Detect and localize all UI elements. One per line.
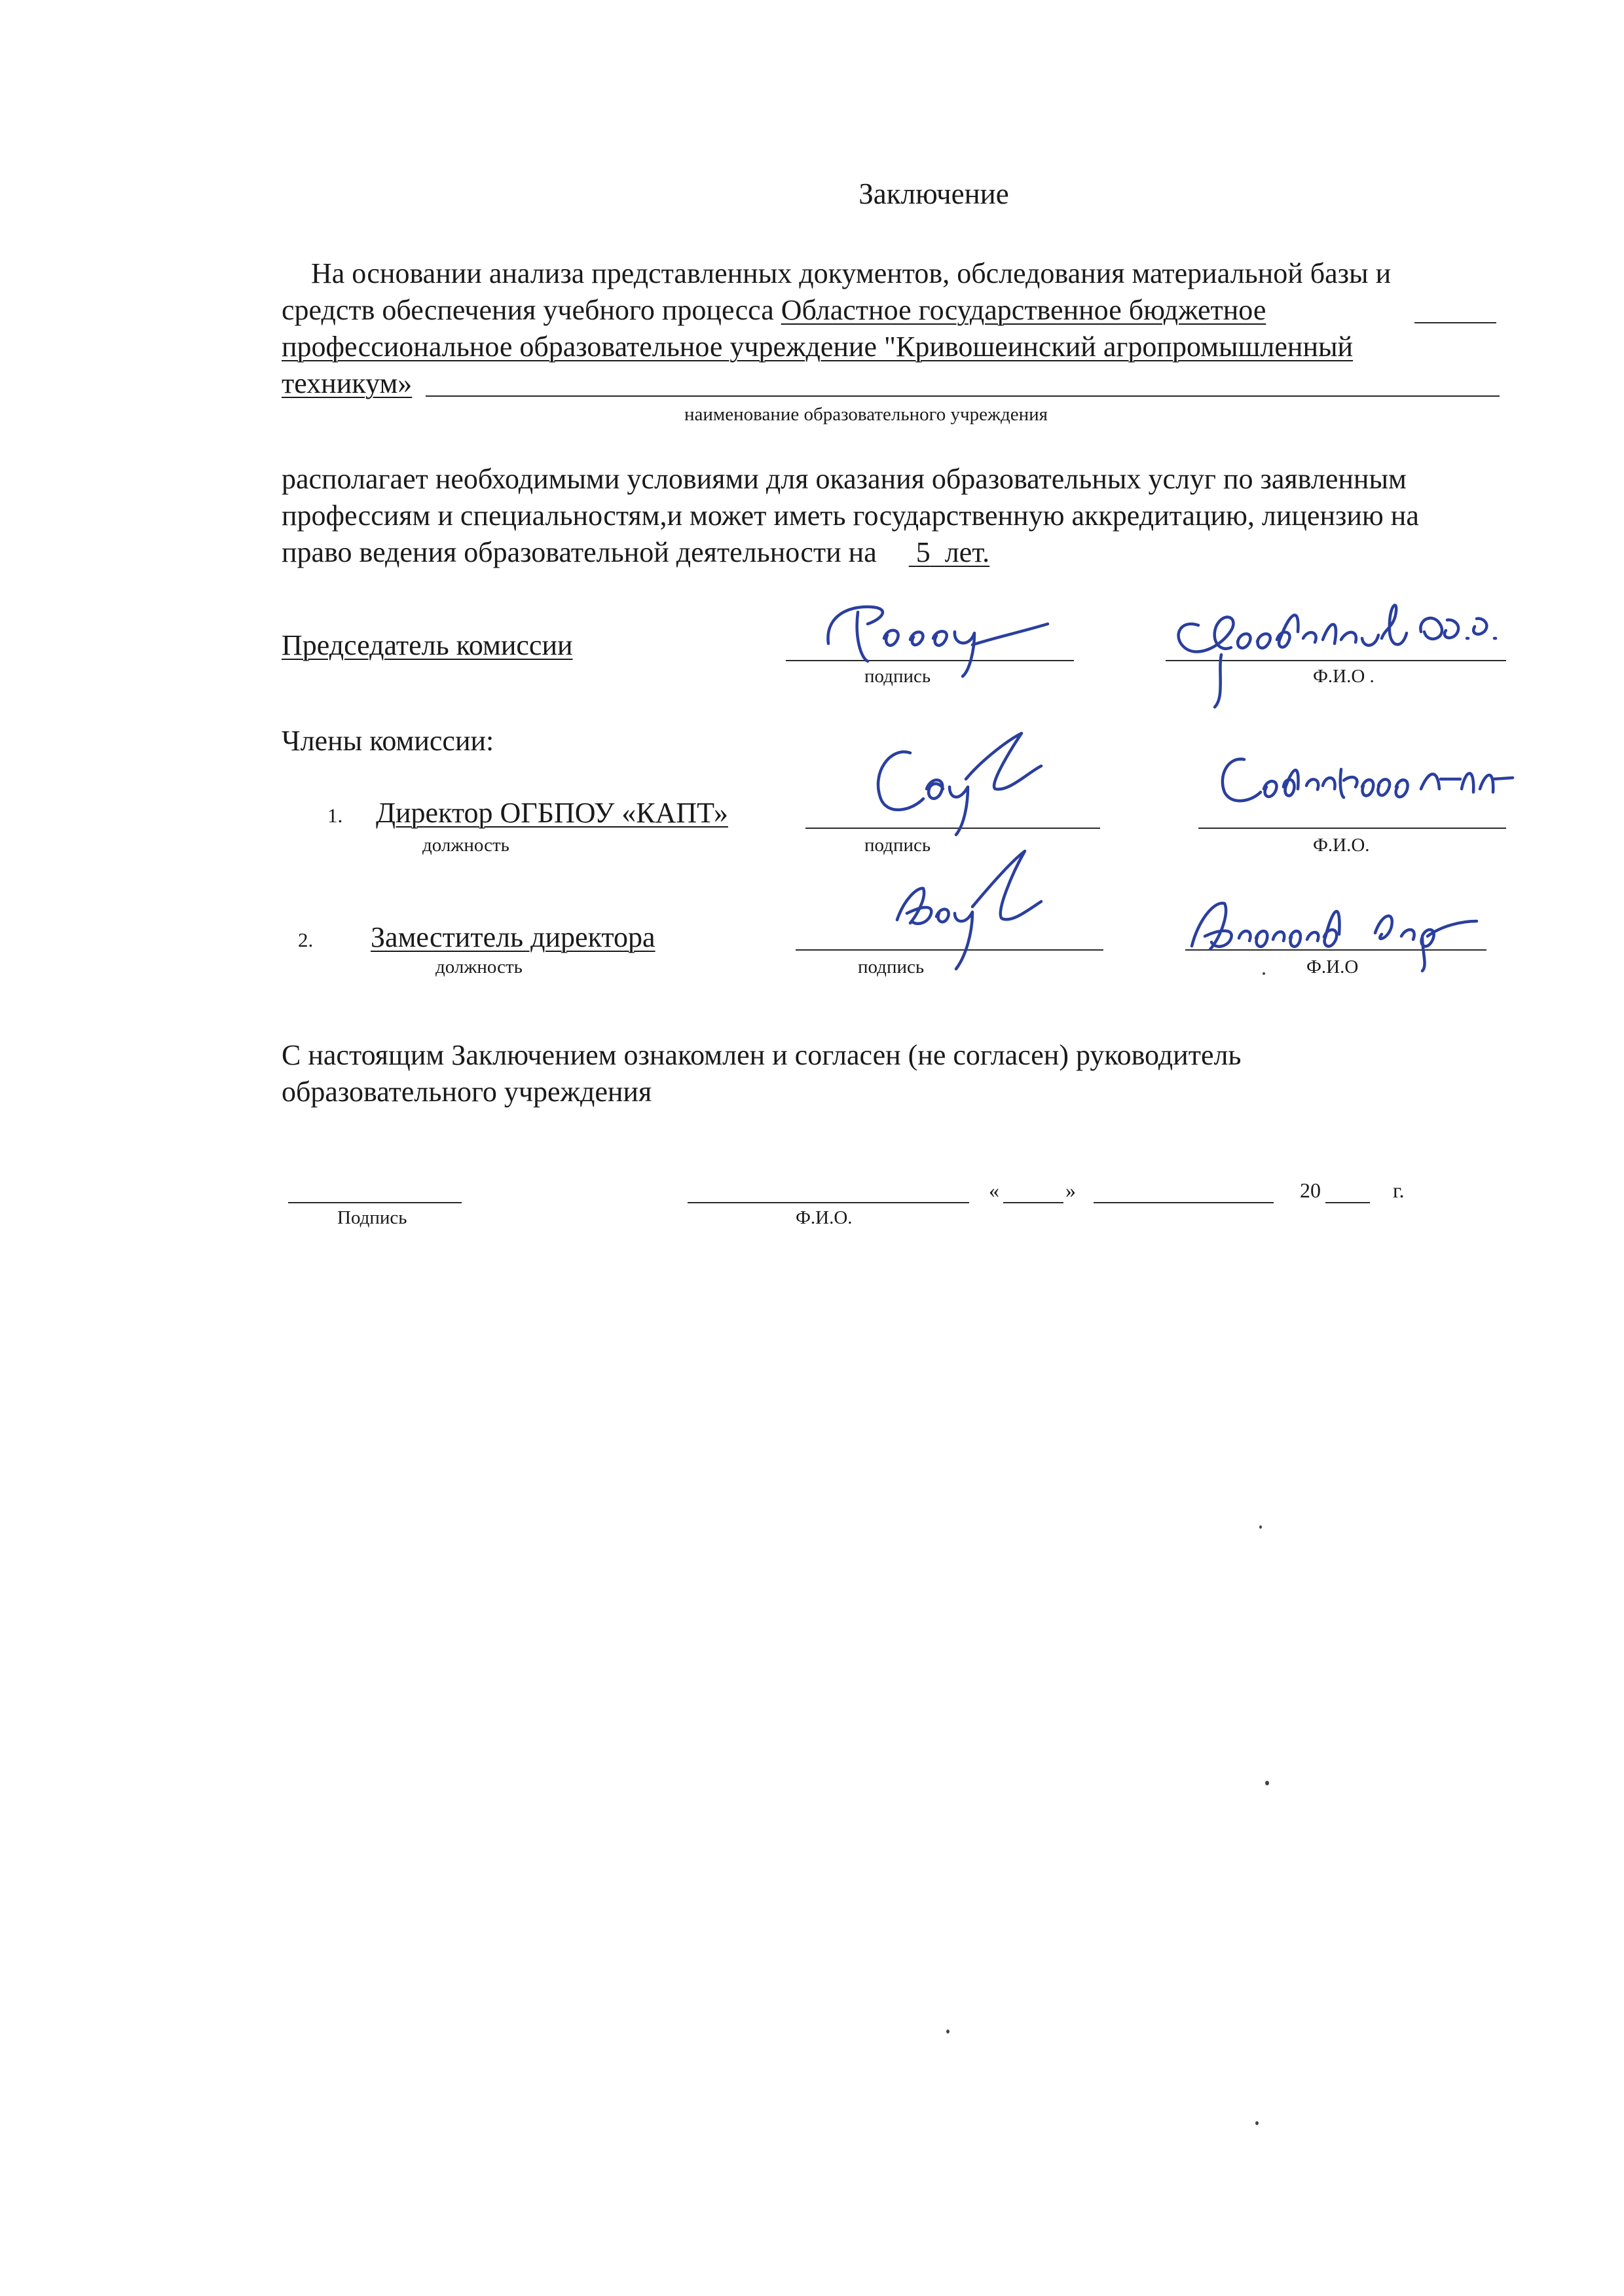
intro-line-1: На основании анализа представленных документов, обследования материальной базы и (311, 257, 1392, 289)
member-1-position-caption: должность (422, 835, 509, 856)
scan-speck (1259, 1525, 1262, 1529)
scan-speck (1255, 2121, 1259, 2125)
member-2-name-handwritten (1179, 874, 1500, 979)
accreditation-period (909, 536, 989, 568)
organization-name-line-1-tail (1414, 322, 1496, 323)
member-1-name-caption: Ф.И.О. (1313, 835, 1370, 856)
conclusion-line-3 (282, 534, 989, 571)
member-2-signature (871, 841, 1107, 992)
acknowledgement-line-2: образовательного учреждения (282, 1076, 652, 1108)
member-2-number: 2. (298, 928, 314, 951)
intro-line-2 (282, 292, 1266, 329)
chairman-label: Председатель комиссии (282, 629, 573, 661)
acknowledgement-line-1: С настоящим Заключением ознакомлен и согласен (не согласен) руководитель (282, 1039, 1242, 1071)
organization-name-part-2: профессиональное образовательное учреждение "Кривошеинский агропромышленный (282, 331, 1354, 363)
accreditation-years: 5 (915, 536, 931, 568)
chairman-signature-caption: подпись (864, 666, 931, 687)
date-day-line (1003, 1202, 1063, 1203)
member-1-signature (851, 727, 1074, 845)
chairman-name-handwritten (1159, 592, 1526, 710)
member-1-name-handwritten (1205, 740, 1519, 831)
member-1-signature-caption: подпись (864, 835, 931, 856)
scan-speck (946, 2030, 950, 2033)
date-year-line (1325, 1202, 1370, 1203)
head-name-caption: Ф.И.О. (796, 1207, 853, 1228)
chairman-signature (805, 592, 1054, 684)
date-day-open-quote: « (989, 1178, 999, 1202)
conclusion-line-1: располагает необходимыми условиями для оказания образовательных услуг по заявленным (282, 463, 1407, 495)
head-signature-line (288, 1202, 462, 1203)
organization-name-line-tail (426, 395, 1500, 397)
member-2-position-caption: должность (435, 957, 523, 977)
document-title: Заключение (858, 177, 1009, 210)
member-2-name-caption: Ф.И.О (1306, 957, 1359, 977)
conclusion-line-2: профессиям и специальностям,и может иметь государственную аккредитацию, лицензию на (282, 500, 1419, 532)
member-1-number: 1. (327, 804, 343, 827)
date-day-close-quote: » (1065, 1178, 1076, 1202)
members-title: Члены комиссии: (282, 725, 494, 757)
organization-name-part-3: техникум» (282, 367, 413, 399)
intro-line-2-prefix: средств обеспечения учебного процесса (282, 294, 781, 326)
organization-caption: наименование образовательного учреждения (684, 404, 1048, 425)
head-signature-caption: Подпись (337, 1207, 407, 1228)
member-2-signature-caption: подпись (858, 957, 925, 977)
accreditation-years-unit: лет. (944, 536, 990, 568)
organization-name-part-1: Областное государственное бюджетное (781, 294, 1266, 326)
member-2-position: Заместитель директора (371, 921, 655, 953)
date-month-line (1094, 1202, 1274, 1203)
member-1-position: Директор ОГБПОУ «КАПТ» (376, 797, 728, 829)
chairman-name-caption: Ф.И.О . (1313, 666, 1375, 687)
date-year-prefix: 20 (1300, 1178, 1321, 1202)
scan-speck (1265, 1781, 1269, 1785)
head-name-line (688, 1202, 969, 1203)
scan-speck (1263, 972, 1265, 975)
conclusion-line-3-prefix: право ведения образовательной деятельности на (282, 536, 877, 568)
date-year-suffix: г. (1393, 1178, 1405, 1202)
